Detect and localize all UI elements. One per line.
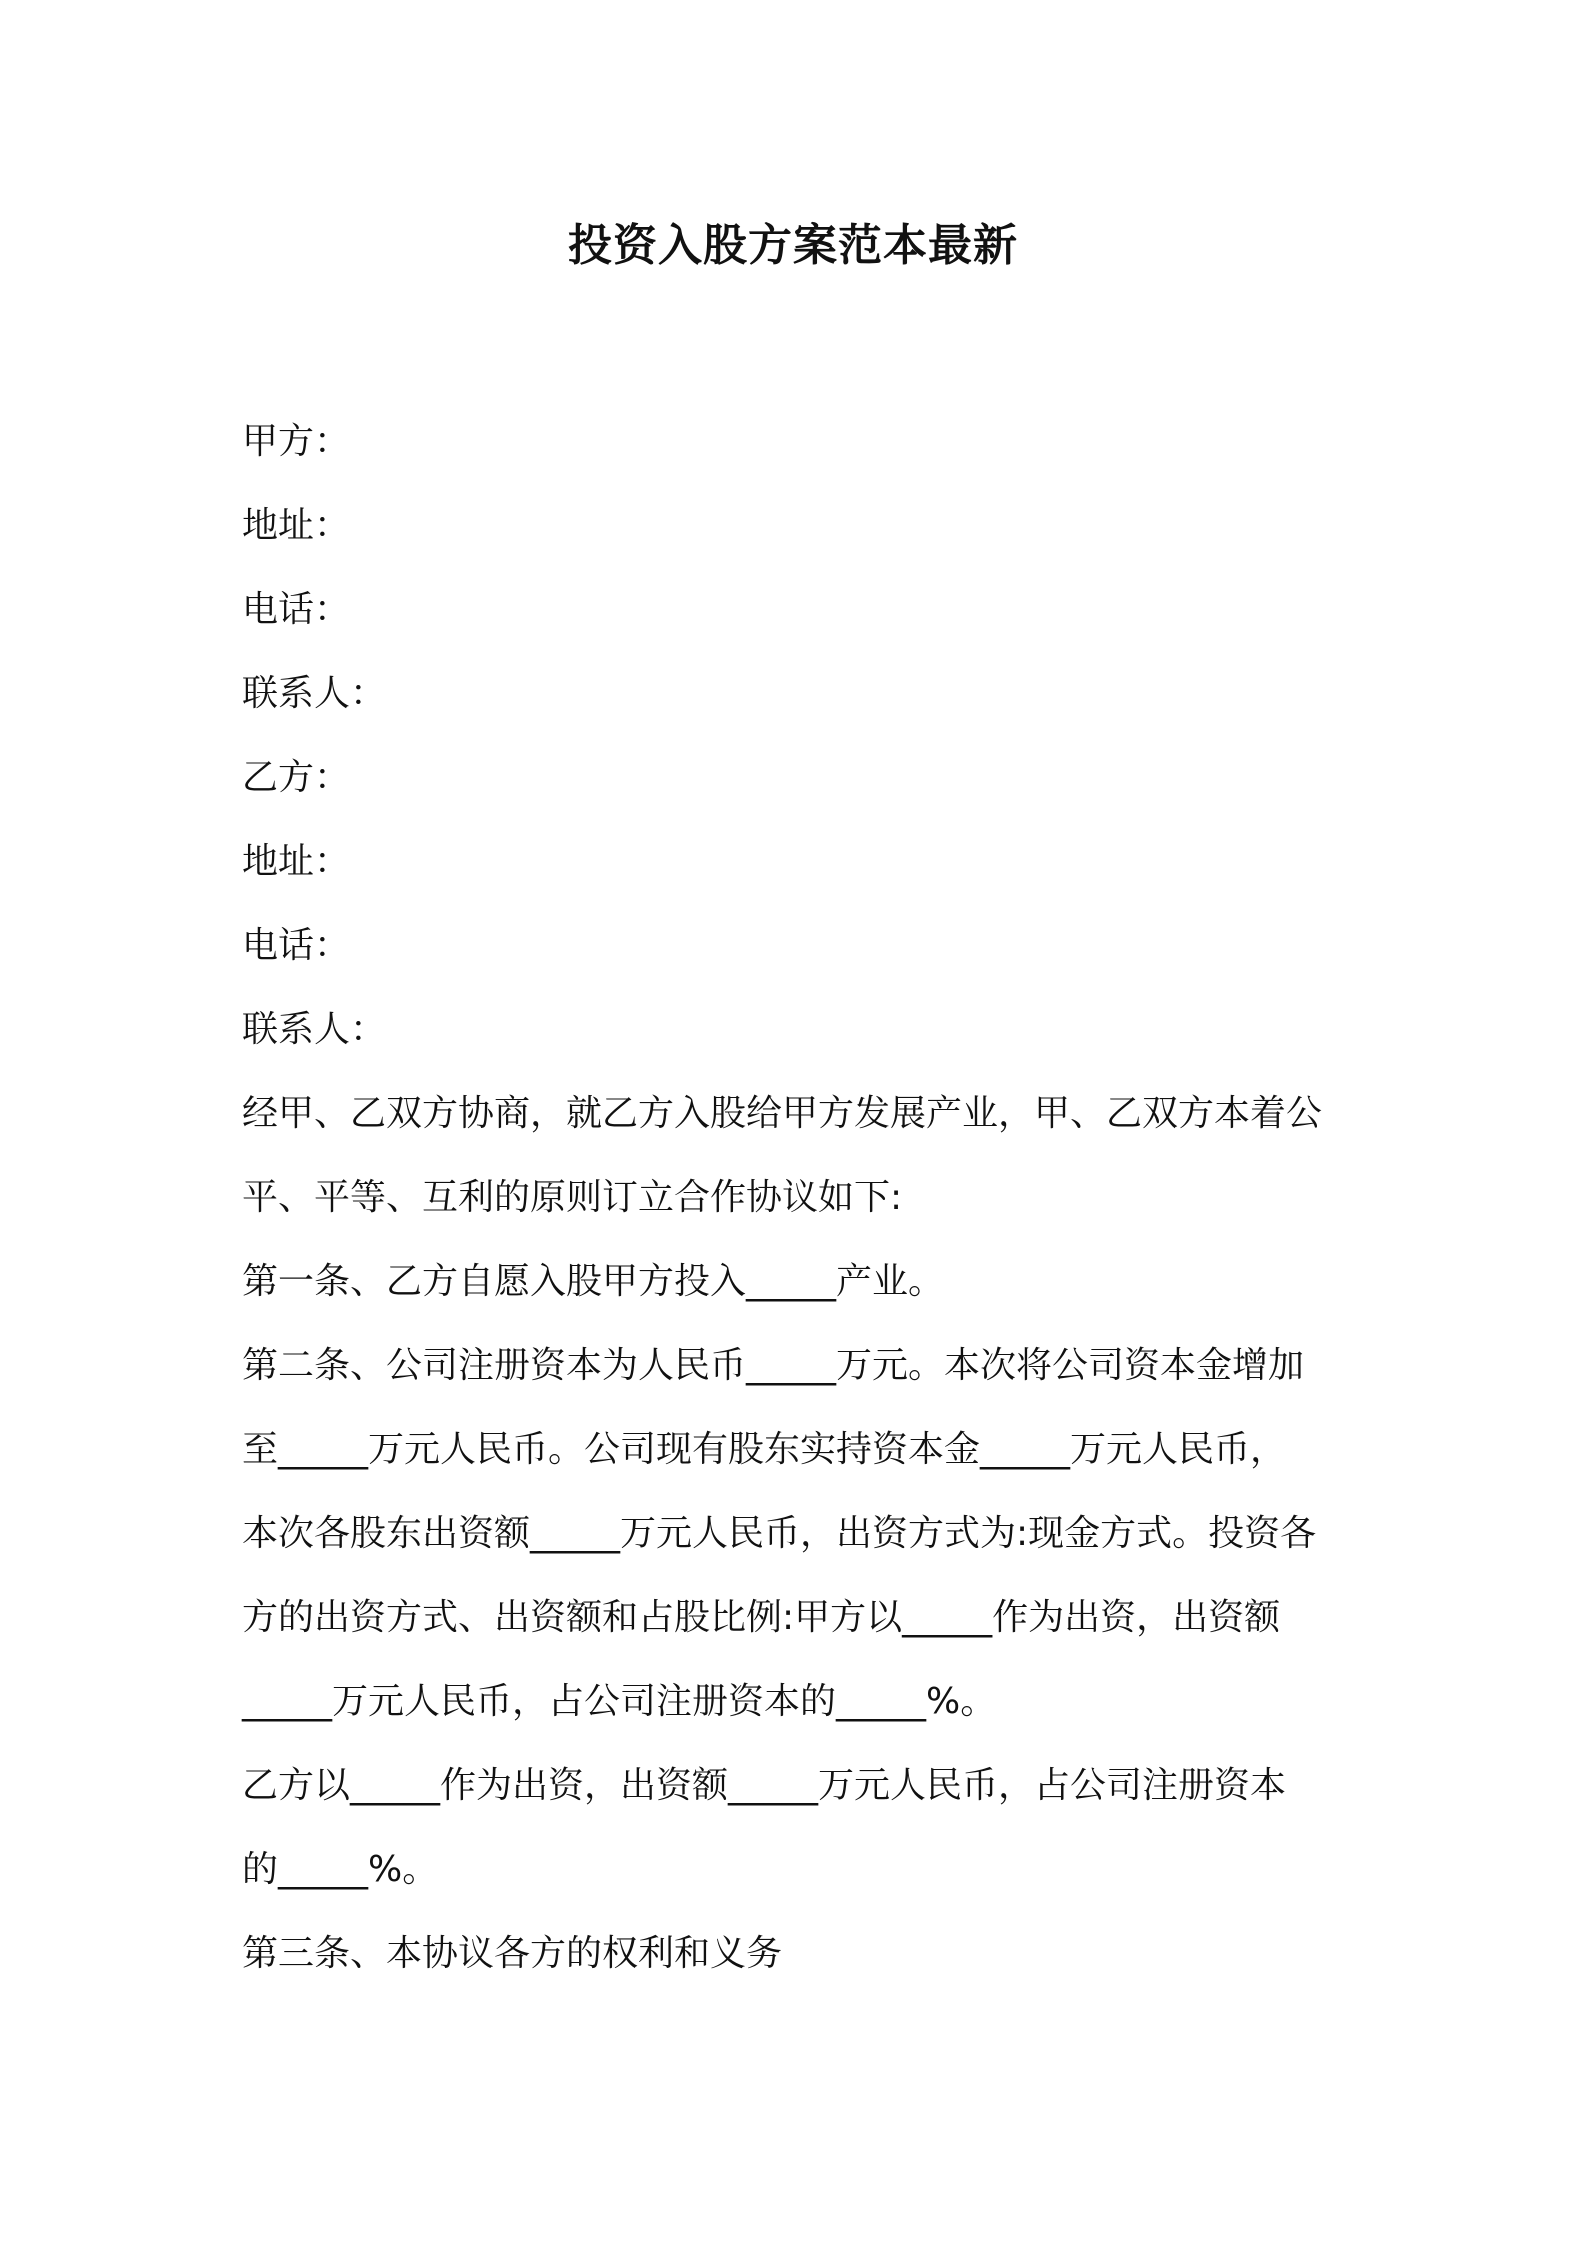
- party-a-contact: 联系人：: [242, 673, 387, 714]
- party-b-contact: 联系人：: [242, 1009, 387, 1050]
- article-2-line-3: 本次各股东出资额_____万元人民币，出资方式为:现金方式。投资各: [242, 1513, 1317, 1554]
- party-b-contribution-line-1: 乙方以_____作为出资，出资额_____万元人民币，占公司注册资本: [242, 1765, 1287, 1806]
- party-a-label: 甲方：: [242, 421, 351, 462]
- article-2-line-2: 至_____万元人民币。公司现有股东实持资本金_____万元人民币，: [242, 1429, 1287, 1470]
- article-2-line-5: _____万元人民币，占公司注册资本的_____%。: [242, 1681, 997, 1722]
- intro-paragraph-line-1: 经甲、乙双方协商，就乙方入股给甲方发展产业，甲、乙双方本着公: [242, 1093, 1323, 1134]
- party-b-contribution-line-2: 的_____%。: [242, 1849, 439, 1890]
- document-title: 投资入股方案范本最新: [568, 220, 1018, 271]
- party-b-label: 乙方：: [242, 757, 351, 798]
- party-a-address: 地址：: [242, 505, 351, 546]
- intro-paragraph-line-2: 平、平等、互利的原则订立合作协议如下:: [242, 1177, 903, 1218]
- party-b-address: 地址：: [242, 841, 351, 882]
- document-body: [242, 400, 1352, 1996]
- article-3-heading: 第三条、本协议各方的权利和义务: [242, 1933, 783, 1974]
- party-a-phone: 电话：: [242, 589, 351, 630]
- article-2-line-1: 第二条、公司注册资本为人民币_____万元。本次将公司资本金增加: [242, 1345, 1305, 1386]
- article-1: 第一条、乙方自愿入股甲方投入_____产业。: [242, 1261, 945, 1302]
- party-b-phone: 电话：: [242, 925, 351, 966]
- article-2-line-4: 方的出资方式、出资额和占股比例:甲方以_____作为出资，出资额: [242, 1597, 1281, 1638]
